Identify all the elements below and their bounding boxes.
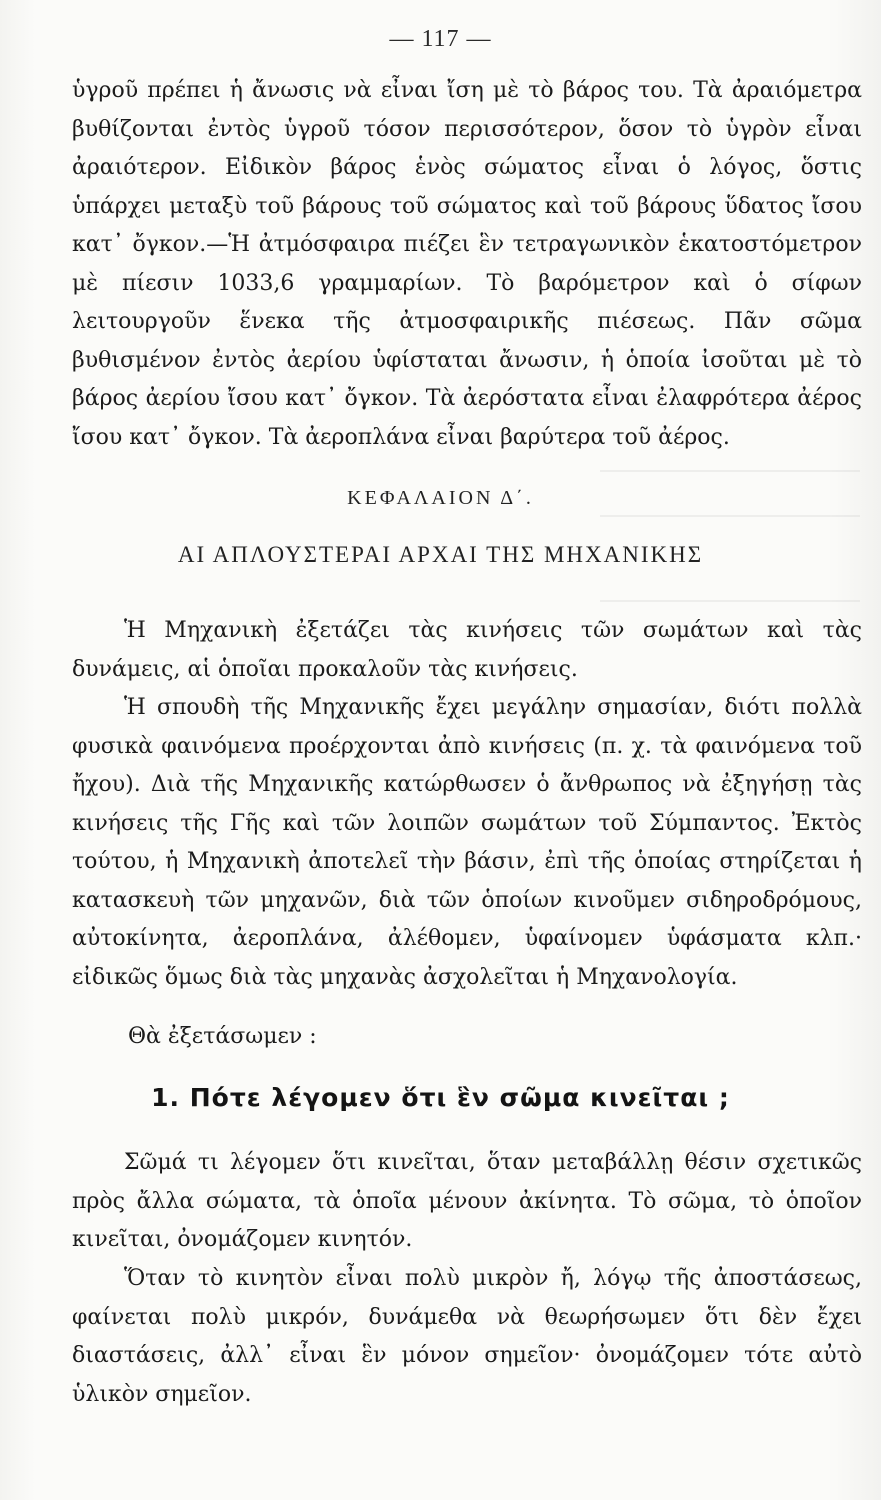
paragraph-mechanics-importance: Ἡ σπουδὴ τῆς Μηχανικῆς ἔχει μεγάλην σημασίαν, διότι πολλὰ φυσικὰ φαινόμενα προέρχονται ἀπὸ κινήσεις (π. χ. τὰ φαινόμενα τοῦ ἤχου). Διὰ τῆς Μηχανικῆς κατώρθωσεν ὁ ἄνθρωπος νὰ ἐξηγήσῃ τὰς κινήσεις τῆς Γῆς καὶ τῶν λοιπῶν σωμάτων τοῦ Σύμπαντος. Ἐκτὸς τούτου, ἡ Μηχανικὴ ἀποτελεῖ τὴν βάσιν, ἐπὶ τῆς ὁποίας στηρίζεται ἡ κατασκευὴ τῶν μηχανῶν, διὰ τῶν ὁποίων κινοῦμεν σιδηροδρόμους, αὐτοκίνητα, ἀεροπλάνα, ἀλέθομεν, ὑφαίνομεν ὑφάσματα κλπ.· εἰδικῶς ὅμως διὰ τὰς μηχανὰς ἀσχολεῖται ἡ Μηχανολογία. bbox=[72, 695, 862, 990]
paragraph-material-point: Ὅταν τὸ κινητὸν εἶναι πολὺ μικρὸν ἤ, λόγῳ τῆς ἀποστάσεως, φαίνεται πολὺ μικρόν, δυνάμεθα νὰ θεωρήσωμεν ὅτι δὲν ἔχει διαστάσεις, ἀλλ᾽ εἶναι ἓν μόνον σημεῖον· ὀνομάζομεν τότε αὐτὸ ὑλικὸν σημεῖον. bbox=[72, 1266, 862, 1407]
chapter-title: ΑΙ ΑΠΛΟΥΣΤΕΡΑΙ ΑΡΧΑΙ ΤΗΣ ΜΗΧΑΝΙΚΗΣ bbox=[177, 542, 704, 567]
chapter-label: ΚΕΦΑΛΑΙΟΝ Δ΄. bbox=[347, 487, 534, 509]
show-through-line bbox=[600, 470, 860, 472]
section-heading: 1. Πότε λέγομεν ὅτι ἓν σῶμα κινεῖται ; bbox=[151, 1083, 730, 1112]
paragraph-we-will-examine: Θὰ ἐξετάσωμεν : bbox=[128, 1024, 317, 1049]
show-through-line bbox=[600, 515, 860, 517]
paragraph-summary: ὑγροῦ πρέπει ἡ ἄνωσις νὰ εἶναι ἴση μὲ τὸ βάρος του. Τὰ ἀραιόμετρα βυθίζονται ἐντὸς ὑγροῦ τόσον περισσότερον, ὅσον τὸ ὑγρὸν εἶναι ἀραιότερον. Εἰδικὸν βάρος ἑνὸς σώματος εἶναι ὁ λόγος, ὅστις ὑπάρχει μεταξὺ τοῦ βάρους τοῦ σώματος καὶ τοῦ βάρους ὕδατος ἴσου κατ᾽ ὄγκον.—Ἡ ἀτμόσφαιρα πιέζει ἓν τετραγωνικὸν ἑκατοστόμετρον μὲ πίεσιν 1033,6 γραμμαρίων. Τὸ βαρόμετρον καὶ ὁ σίφων λειτουργοῦν ἕνεκα τῆς ἀτμοσφαιρικῆς πιέσεως. Πᾶν σῶμα βυθισμένον ἐντὸς ἀερίου ὑφίσταται ἄνωσιν, ἡ ὁποία ἰσοῦται μὲ τὸ βάρος ἀερίου ἴσου κατ᾽ ὄγκον. Τὰ ἀερόστατα εἶναι ἐλαφρότερα ἀέρος ἴσου κατ᾽ ὄγκον. Τὰ ἀεροπλάνα εἶναι βαρύτερα τοῦ ἀέρος. bbox=[72, 78, 862, 450]
paragraph-mechanics-definition: Ἡ Μηχανικὴ ἐξετάζει τὰς κινήσεις τῶν σωμάτων καὶ τὰς δυνάμεις, αἱ ὁποῖαι προκαλοῦν τὰς κινήσεις. bbox=[72, 618, 862, 682]
show-through-line bbox=[600, 600, 860, 602]
paragraph-motion-definition: Σῶμά τι λέγομεν ὅτι κινεῖται, ὅταν μεταβάλλῃ θέσιν σχετικῶς πρὸς ἄλλα σώματα, τὰ ὁποῖα μένουν ἀκίνητα. Τὸ σῶμα, τὸ ὁποῖον κινεῖται, ὀνομάζομεν κινητόν. bbox=[72, 1150, 862, 1252]
page-number: — 117 — bbox=[389, 26, 492, 52]
